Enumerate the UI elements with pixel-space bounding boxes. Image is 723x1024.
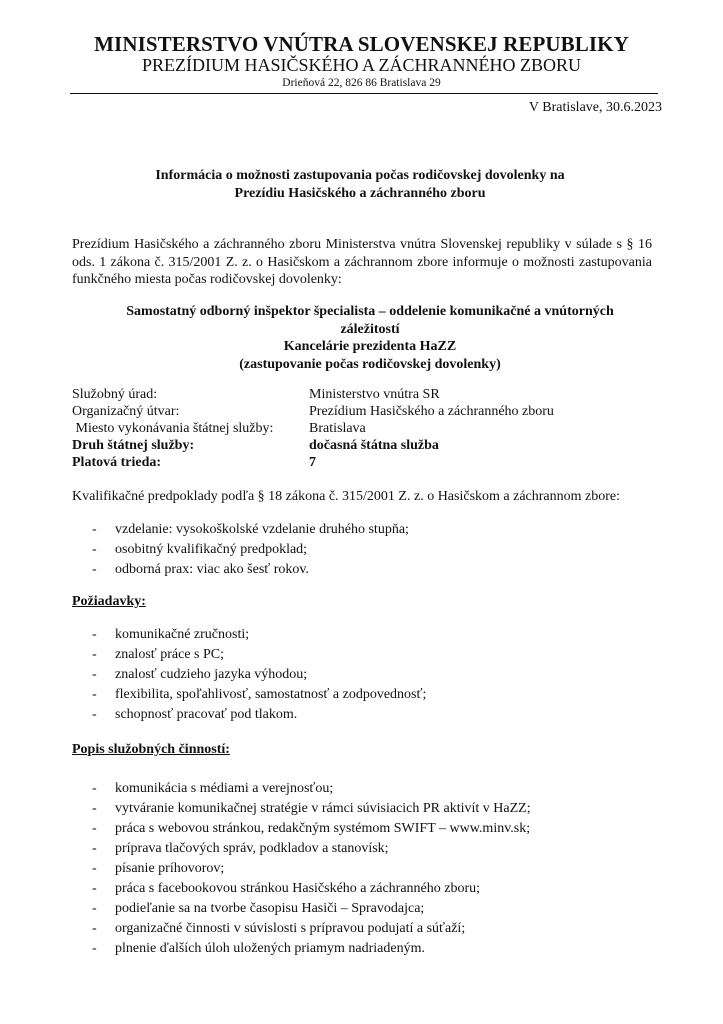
list-item: - schopnosť pracovať pod tlakom. <box>72 705 426 725</box>
list-item: - vytváranie komunikačnej stratégie v rámci súvisiacich PR aktivít v HaZZ; <box>72 799 531 819</box>
position-line: Kancelárie prezidenta HaZZ <box>283 339 457 354</box>
dash-bullet: - <box>92 941 97 956</box>
presidium-name: PREZÍDIUM HASIČSKÉHO A ZÁCHRANNÉHO ZBORU <box>141 55 582 75</box>
header-divider <box>70 93 658 94</box>
info-label: Organizačný útvar: <box>72 404 180 419</box>
duties-heading: Popis služobných činností: <box>72 742 230 757</box>
dash-bullet: - <box>92 687 97 702</box>
info-value: dočasná štátna služba <box>309 438 439 453</box>
position-line: záležitostí <box>340 321 400 337</box>
list-item: - osobitný kvalifikačný predpoklad; <box>72 540 409 560</box>
list-item: - plnenie ďalších úloh uložených priamym nadriadeným. <box>72 939 531 959</box>
qualifications-list <box>72 520 409 580</box>
list-item: - znalosť cudzieho jazyka výhodou; <box>72 665 426 685</box>
info-value: Ministerstvo vnútra SR <box>309 387 440 402</box>
list-item: - príprava tlačových správ, podkladov a stanovísk; <box>72 839 531 859</box>
list-item: - odborná prax: viac ako šesť rokov. <box>72 560 409 580</box>
document-title <box>80 167 640 203</box>
info-label: Miesto vykonávania štátnej služby: <box>72 421 274 436</box>
dash-bullet: - <box>92 921 97 936</box>
address: Drieňová 22, 826 86 Bratislava 29 <box>282 77 441 89</box>
list-item: - práca s facebookovou stránkou Hasičského a záchranného zboru; <box>72 879 531 899</box>
list-item: - komunikačné zručnosti; <box>72 625 426 645</box>
info-value: 7 <box>309 455 316 470</box>
position-title <box>100 303 640 373</box>
info-label: Služobný úrad: <box>72 387 158 402</box>
document-date: V Bratislave, 30.6.2023 <box>528 100 662 115</box>
qualifications-intro: Kvalifikačné predpoklady podľa § 18 zákona č. 315/2001 Z. z. o Hasičskom a záchrannom zbore: <box>72 489 621 504</box>
list-item: - flexibilita, spoľahlivosť, samostatnosť a zodpovednosť; <box>72 685 426 705</box>
dash-bullet: - <box>92 861 97 876</box>
position-line: Samostatný odborný inšpektor špecialista – oddelenie komunikačné a vnútorných <box>126 304 614 319</box>
list-item: - podieľanie sa na tvorbe časopisu Hasiči – Spravodajca; <box>72 899 531 919</box>
requirements-heading: Požiadavky: <box>72 594 146 609</box>
list-item: - práca s webovou stránkou, redakčným systémom SWIFT – www.minv.sk; <box>72 819 531 839</box>
dash-bullet: - <box>92 647 97 662</box>
dash-bullet: - <box>92 542 97 557</box>
ministry-name: MINISTERSTVO VNÚTRA SLOVENSKEJ REPUBLIKY <box>94 32 629 56</box>
dash-bullet: - <box>92 801 97 816</box>
list-item: - komunikácia s médiami a verejnosťou; <box>72 779 531 799</box>
duties-list <box>72 779 531 959</box>
list-item: - vzdelanie: vysokoškolské vzdelanie druhého stupňa; <box>72 520 409 540</box>
title-line: Prezídiu Hasičského a záchranného zboru <box>234 186 486 201</box>
list-item: - písanie príhovorov; <box>72 859 531 879</box>
position-line: (zastupovanie počas rodičovskej dovolenky) <box>239 356 501 372</box>
dash-bullet: - <box>92 881 97 896</box>
dash-bullet: - <box>92 781 97 796</box>
info-value: Bratislava <box>309 421 366 436</box>
dash-bullet: - <box>92 841 97 856</box>
intro-paragraph: Prezídium Hasičského a záchranného zboru Ministerstva vnútra Slovenskej republiky v súlade s § 16 ods. 1 zákona č. 315/2001 Z. z. o Hasičskom a záchrannom zbore informuje o možnosti zastupovania funkčného miesta počas rodičovskej dovolenky: <box>72 237 652 287</box>
dash-bullet: - <box>92 667 97 682</box>
title-line: Informácia o možnosti zastupovania počas rodičovskej dovolenky na <box>155 168 565 183</box>
info-value: Prezídium Hasičského a záchranného zboru <box>309 404 554 419</box>
dash-bullet: - <box>92 562 97 577</box>
dash-bullet: - <box>92 901 97 916</box>
list-item: - organizačné činnosti v súvislosti s prípravou podujatí a súťaží; <box>72 919 531 939</box>
info-label: Druh štátnej služby: <box>72 438 195 453</box>
dash-bullet: - <box>92 522 97 537</box>
info-label: Platová trieda: <box>72 455 162 470</box>
dash-bullet: - <box>92 627 97 642</box>
dash-bullet: - <box>92 821 97 836</box>
requirements-list <box>72 625 426 725</box>
list-item: - znalosť práce s PC; <box>72 645 426 665</box>
dash-bullet: - <box>92 707 97 722</box>
